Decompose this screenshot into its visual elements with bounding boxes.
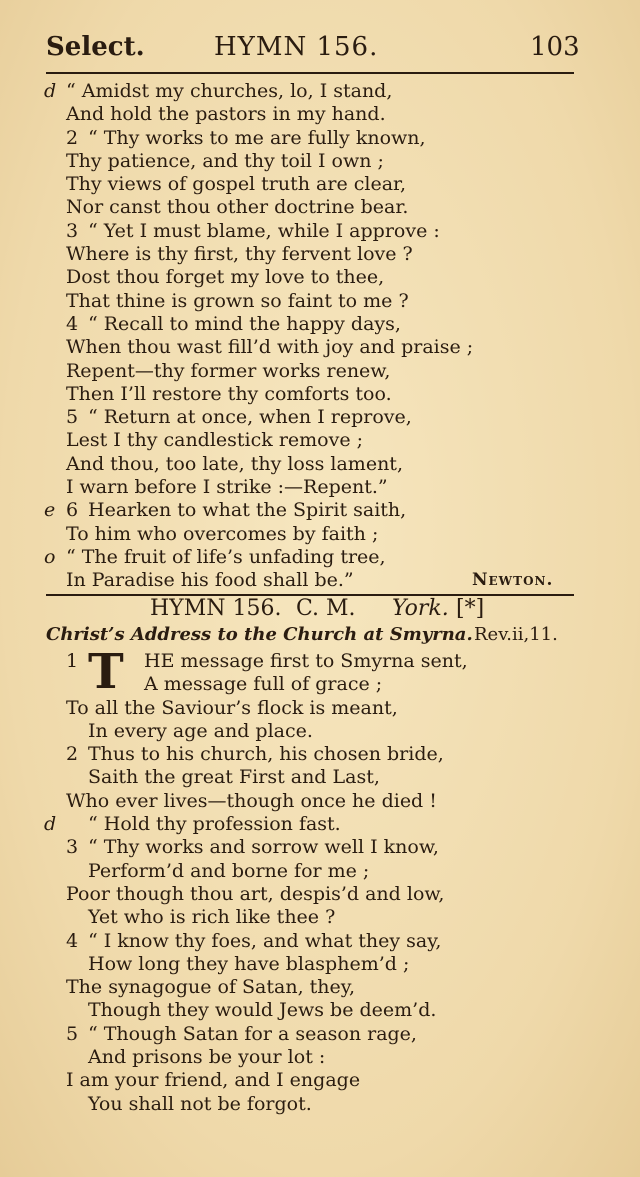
verse-text: Thy patience, and thy toil I own ; xyxy=(66,149,384,172)
running-title: HYMN 156. xyxy=(214,32,379,62)
verse-number: 2 xyxy=(66,126,79,149)
verse-text: “ Amidst my churches, lo, I stand, xyxy=(66,80,393,102)
verse-number: 5 xyxy=(66,406,79,429)
verse-text: Poor though thou art, despis’d and low, xyxy=(66,882,445,905)
verse-text: Then I’ll restore thy comforts too. xyxy=(66,382,392,405)
verse-number: 1 xyxy=(66,650,79,672)
verse-number: 2 xyxy=(66,743,79,766)
verse-text: Dost thou forget my love to thee, xyxy=(66,266,385,289)
verse-text: “ Thy works and sorrow well I know, xyxy=(88,836,439,859)
hymn-meter: C. M. xyxy=(296,596,356,621)
verse-text: That thine is grown so faint to me ? xyxy=(66,289,409,312)
hymn-subtitle-text: Christ’s Address to the Church at Smyrna. xyxy=(46,624,473,645)
verse-text: Repent—thy former works renew, xyxy=(66,359,391,382)
hymn-number: HYMN 156. xyxy=(150,596,282,621)
verse-text: Nor canst thou other doctrine bear. xyxy=(66,196,409,219)
dynamic-mark: o xyxy=(44,545,56,568)
verse-text: “ The fruit of life’s unfading tree, xyxy=(66,545,386,568)
verse-number: 4 xyxy=(66,929,79,952)
verse-text: To all the Saviour’s flock is meant, xyxy=(66,696,398,719)
verse-text: HE message first to Smyrna sent, xyxy=(144,650,468,672)
verse-text: Perform’d and borne for me ; xyxy=(88,859,370,882)
drop-cap: T xyxy=(88,644,124,700)
verse-text: “ Though Satan for a season rage, xyxy=(88,1022,417,1045)
verse-text: Though they would Jews be deem’d. xyxy=(88,999,437,1022)
verse-text: Thy views of gospel truth are clear, xyxy=(66,173,407,196)
verse-text: Hearken to what the Spirit saith, xyxy=(88,499,407,522)
verse-number: 6 xyxy=(66,499,79,522)
verse-text: “ Recall to mind the happy days, xyxy=(88,312,401,335)
verse-text: “ Hold thy profession fast. xyxy=(88,813,341,836)
section-label: Select. xyxy=(46,32,145,62)
verse-text: And thou, too late, thy loss lament, xyxy=(66,452,403,475)
header-rule xyxy=(46,72,574,74)
scripture-reference: Rev.ii,11. xyxy=(474,624,558,645)
verse-text: Who ever lives—though once he died ! xyxy=(66,789,437,812)
verse-text: In Paradise his food shall be.” xyxy=(66,569,354,592)
dynamic-mark: d xyxy=(44,813,57,836)
verse-text: Lest I thy candlestick remove ; xyxy=(66,429,364,452)
dynamic-mark: e xyxy=(44,499,56,522)
verse-text: To him who overcomes by faith ; xyxy=(66,522,379,545)
verse-number: 5 xyxy=(66,1022,79,1045)
verse-text: Where is thy first, thy fervent love ? xyxy=(66,243,413,266)
verse-text: Saith the great First and Last, xyxy=(88,766,380,789)
verse-text: In every age and place. xyxy=(88,719,313,742)
verse-text: A message full of grace ; xyxy=(144,673,383,696)
dynamic-mark: d xyxy=(44,80,57,102)
verse-text: And prisons be your lot : xyxy=(88,1046,326,1069)
verse-text: I am your friend, and I engage xyxy=(66,1069,361,1092)
hymn-tune: York. xyxy=(392,596,449,621)
verse-text: “ Thy works to me are fully known, xyxy=(88,126,426,149)
verse-text: Thus to his church, his chosen bride, xyxy=(88,743,444,766)
page-number: 103 xyxy=(530,32,580,62)
hymn-mark: [*] xyxy=(456,596,485,621)
verse-text: When thou wast fill’d with joy and praise ; xyxy=(66,336,474,359)
hymn-author: Newton. xyxy=(472,570,554,591)
page-header xyxy=(0,32,640,68)
verse-text: How long they have blasphem’d ; xyxy=(88,952,410,975)
verse-text: Yet who is rich like thee ? xyxy=(88,906,336,929)
verse-number: 4 xyxy=(66,312,79,335)
verse-text: “ Yet I must blame, while I approve : xyxy=(88,219,440,242)
verse-number: 3 xyxy=(66,836,79,859)
verse-text: You shall not be forgot. xyxy=(88,1092,312,1115)
verse-text: “ I know thy foes, and what they say, xyxy=(88,929,442,952)
verse-text: I warn before I strike :—Repent.” xyxy=(66,476,388,499)
verse-text: And hold the pastors in my hand. xyxy=(66,103,386,126)
verse-number: 3 xyxy=(66,219,79,242)
verse-text: “ Return at once, when I reprove, xyxy=(88,406,412,429)
verse-text: The synagogue of Satan, they, xyxy=(66,976,356,999)
